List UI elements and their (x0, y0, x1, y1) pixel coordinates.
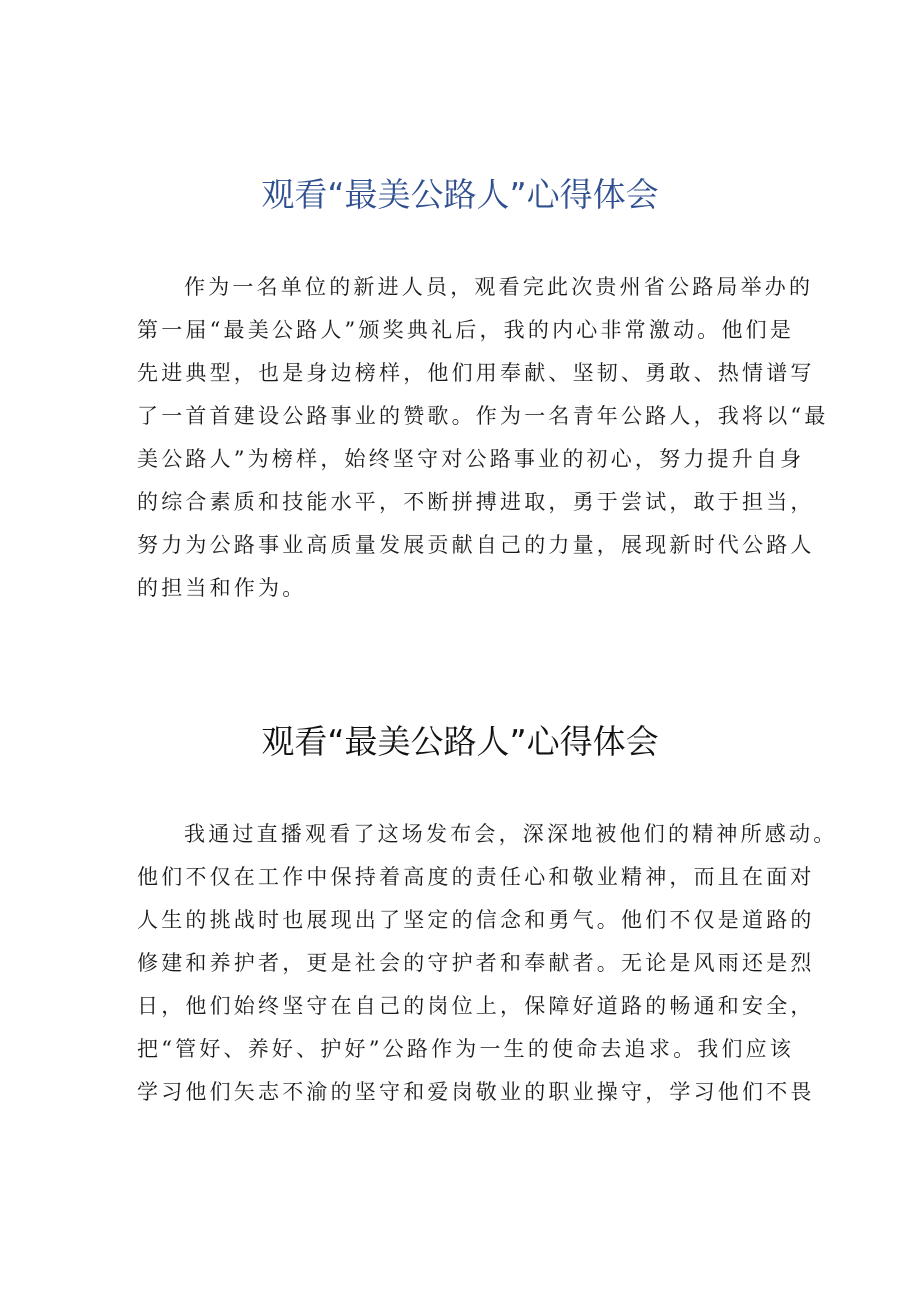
section-2-title: 观看“最美公路人”心得体会 (261, 722, 659, 761)
paragraph-line: 人生的挑战时也展现出了坚定的信念和勇气。他们不仅是道路的 (137, 908, 815, 932)
paragraph-line: 他们不仅在工作中保持着高度的责任心和敬业精神，而且在面对 (137, 865, 815, 889)
paragraph-line: 的担当和作为。 (137, 576, 307, 600)
paragraph-line: 日，他们始终坚守在自己的岗位上，保障好道路的畅通和安全， (137, 994, 815, 1018)
paragraph-line: 我通过直播观看了这场发布会，深深地被他们的精神所感动。 (184, 822, 838, 846)
paragraph-line: 的综合素质和技能水平，不断拼搏进取，勇于尝试，敢于担当， (137, 490, 815, 514)
paragraph-line: 先进典型，也是身边榜样，他们用奉献、坚韧、勇敢、热情谱写 (137, 361, 815, 385)
paragraph-line: 第一届“最美公路人”颁奖典礼后，我的内心非常激动。他们是 (137, 318, 795, 342)
section-1-title: 观看“最美公路人”心得体会 (261, 175, 659, 214)
paragraph-line: 把“管好、养好、护好”公路作为一生的使命去追求。我们应该 (137, 1037, 795, 1061)
paragraph-line: 作为一名单位的新进人员，观看完此次贵州省公路局举办的 (184, 275, 814, 299)
paragraph-line: 努力为公路事业高质量发展贡献自己的力量，展现新时代公路人 (137, 533, 815, 557)
section-2-paragraph (137, 813, 838, 1114)
paragraph-line: 修建和养护者，更是社会的守护者和奉献者。无论是风雨还是烈 (137, 951, 815, 975)
paragraph-line: 了一首首建设公路事业的赞歌。作为一名青年公路人，我将以“最 (137, 404, 829, 428)
section-1-paragraph (137, 266, 829, 610)
paragraph-line: 学习他们矢志不渝的坚守和爱岗敬业的职业操守，学习他们不畏 (137, 1080, 815, 1104)
paragraph-line: 美公路人”为榜样，始终坚守对公路事业的初心，努力提升自身 (137, 447, 805, 471)
